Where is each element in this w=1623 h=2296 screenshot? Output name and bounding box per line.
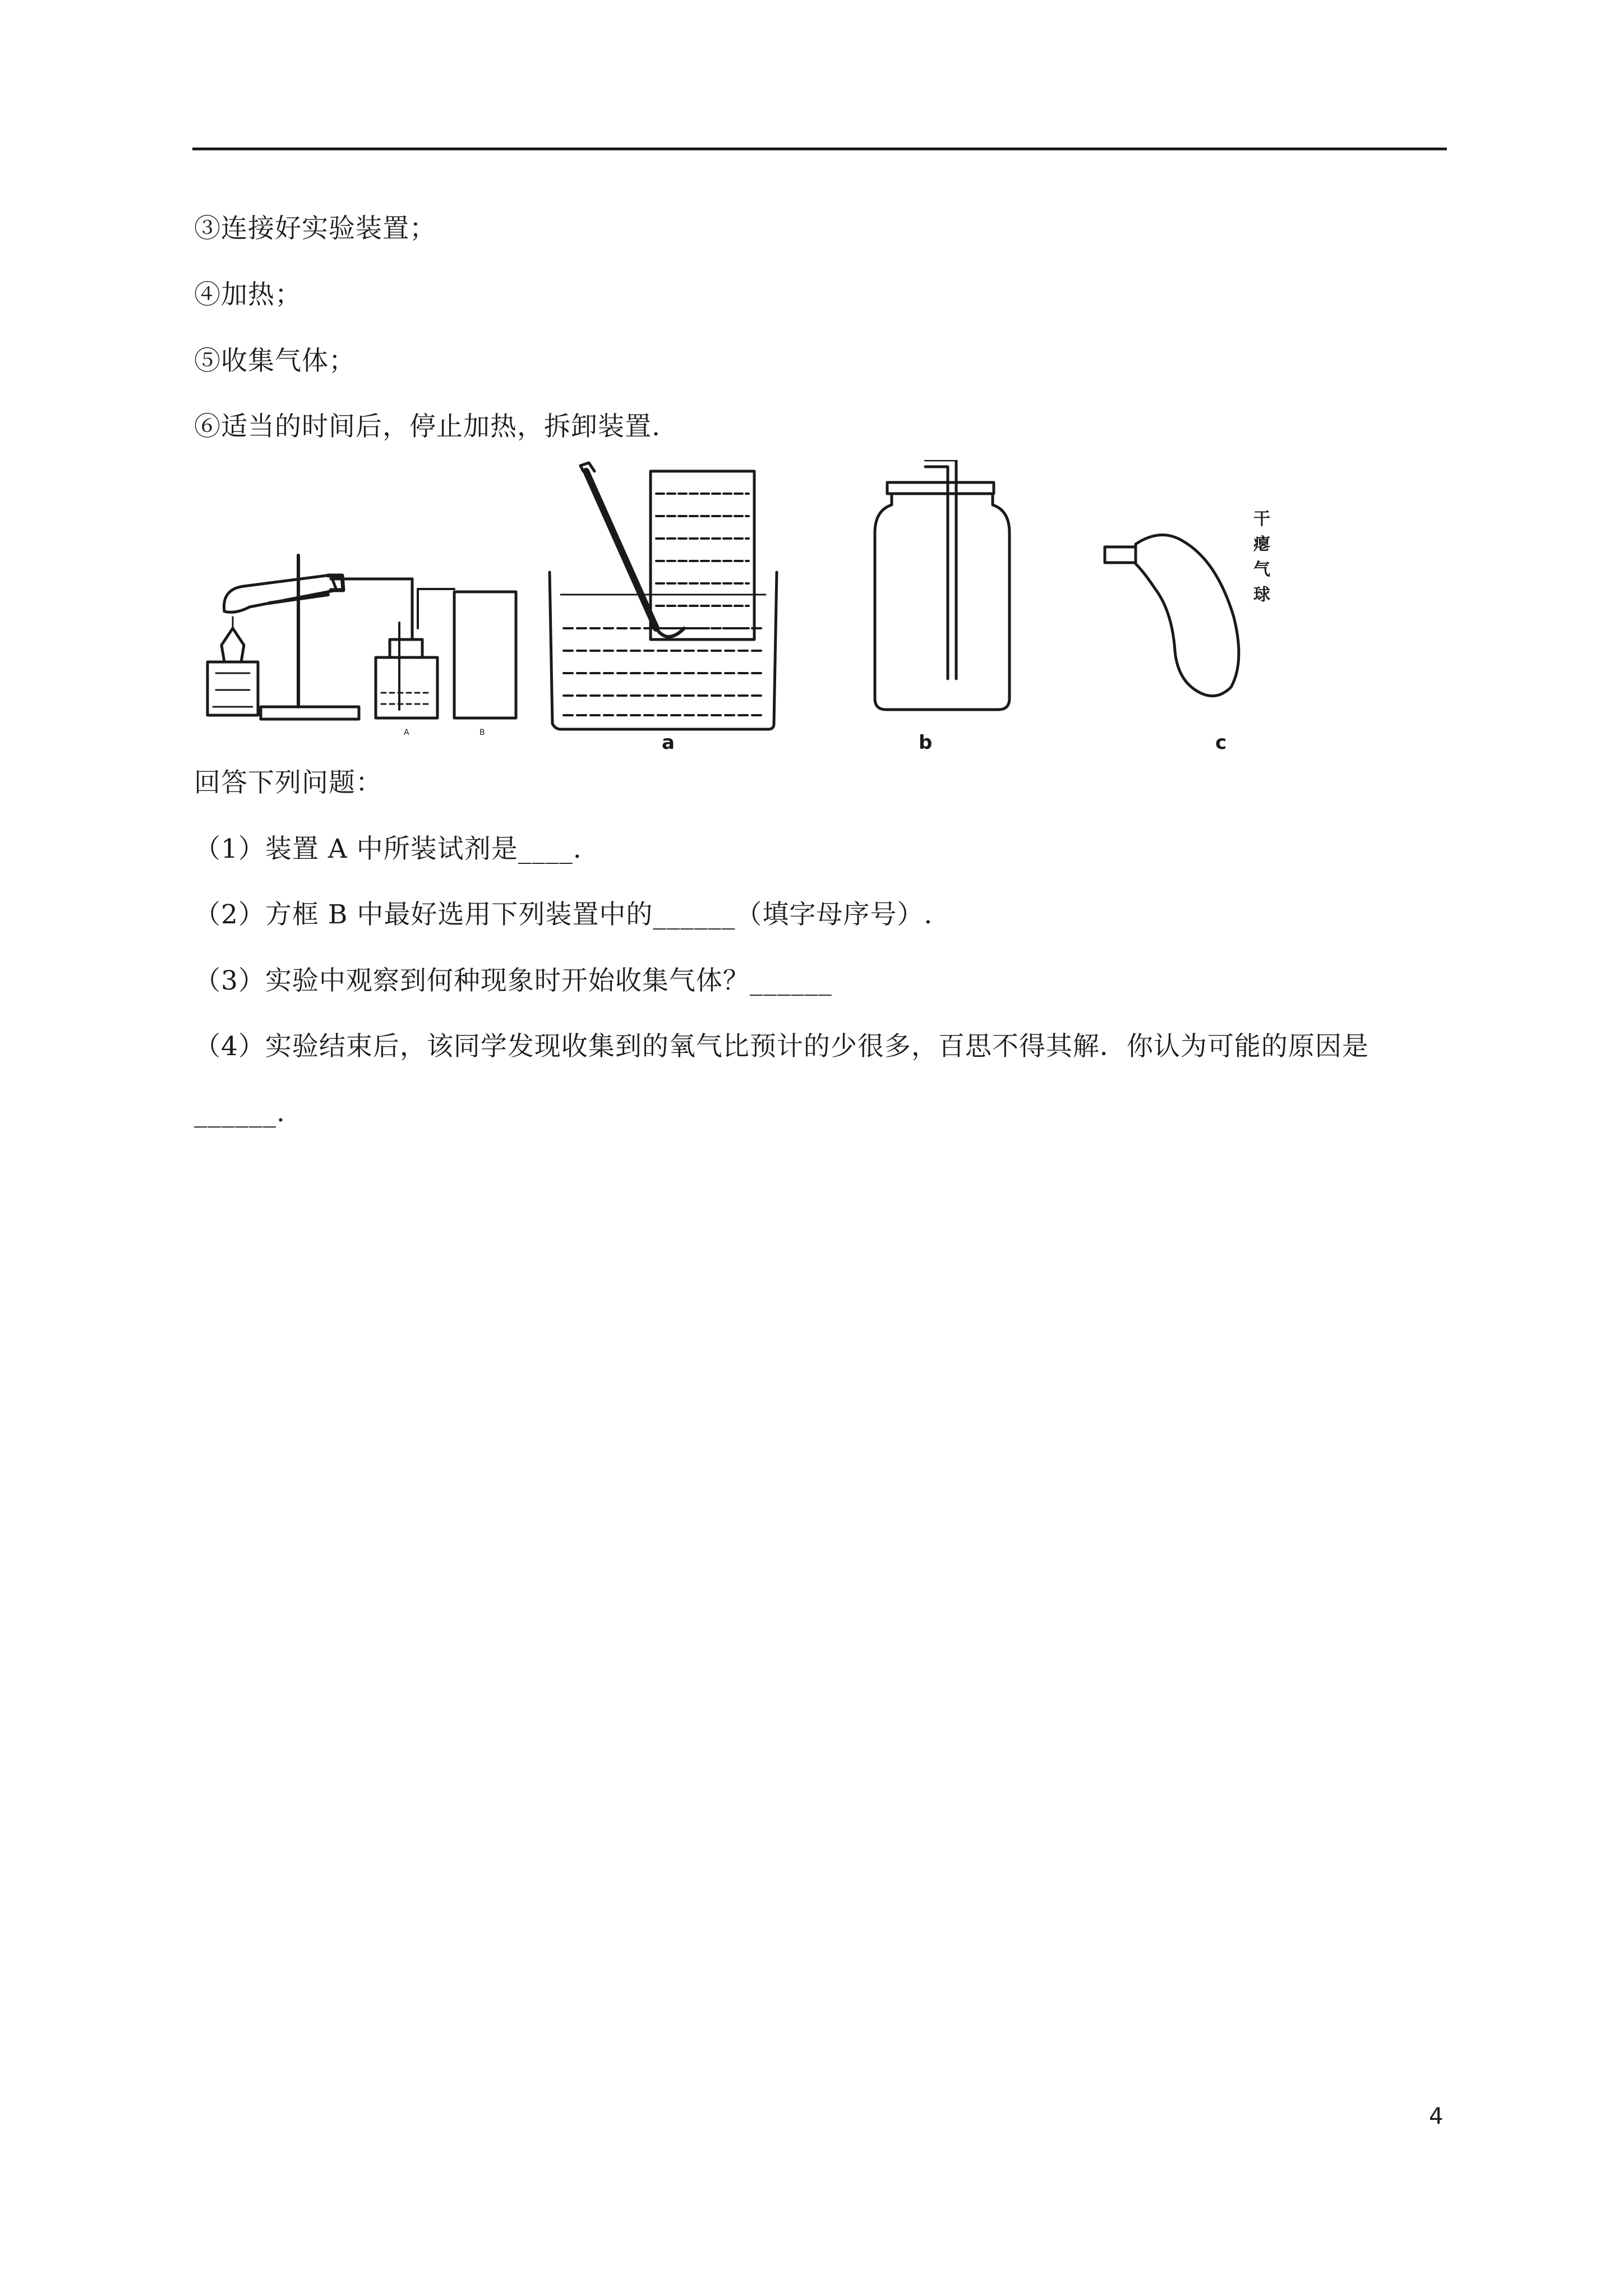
step-6: ⑥适当的时间后，停止加热，拆卸装置. (194, 411, 661, 442)
step-5: ⑤收集气体； (194, 346, 356, 376)
heating-setup (208, 555, 412, 719)
bottle-A (376, 589, 454, 718)
balloon-text-4: 球 (1253, 585, 1270, 605)
balloon-text-3: 气 (1253, 560, 1270, 579)
step-4: ④加热； (194, 279, 302, 310)
page-number: 4 (1429, 2104, 1444, 2129)
label-b: b (919, 731, 933, 752)
balloon-text-2: 瘪 (1253, 535, 1270, 554)
questions-intro: 回答下列问题： (194, 767, 382, 798)
device-b (875, 460, 1009, 710)
step-3: ③连接好实验装置； (194, 213, 436, 244)
question-4: （4）实验结束后，该同学发现收集到的氧气比预计的少很多，百思不得其解．你认为可能的原因是 (194, 1031, 1369, 1062)
balloon-text-1: 干 (1253, 509, 1270, 529)
label-a: a (662, 731, 675, 752)
apparatus-figure (191, 460, 1335, 752)
device-c (1105, 535, 1239, 696)
header-rule (192, 148, 1447, 150)
question-4-blank: ______. (194, 1097, 285, 1128)
label-B: B (479, 728, 485, 737)
label-A: A (404, 728, 409, 737)
device-a (550, 463, 777, 729)
box-B (454, 592, 516, 718)
question-1: （1）装置 A 中所装试剂是____. (194, 834, 582, 864)
question-2: （2）方框 B 中最好选用下列装置中的______（填字母序号）. (194, 899, 933, 930)
label-c: c (1215, 731, 1227, 752)
question-3: （3）实验中观察到何种现象时开始收集气体？______ (194, 965, 832, 996)
